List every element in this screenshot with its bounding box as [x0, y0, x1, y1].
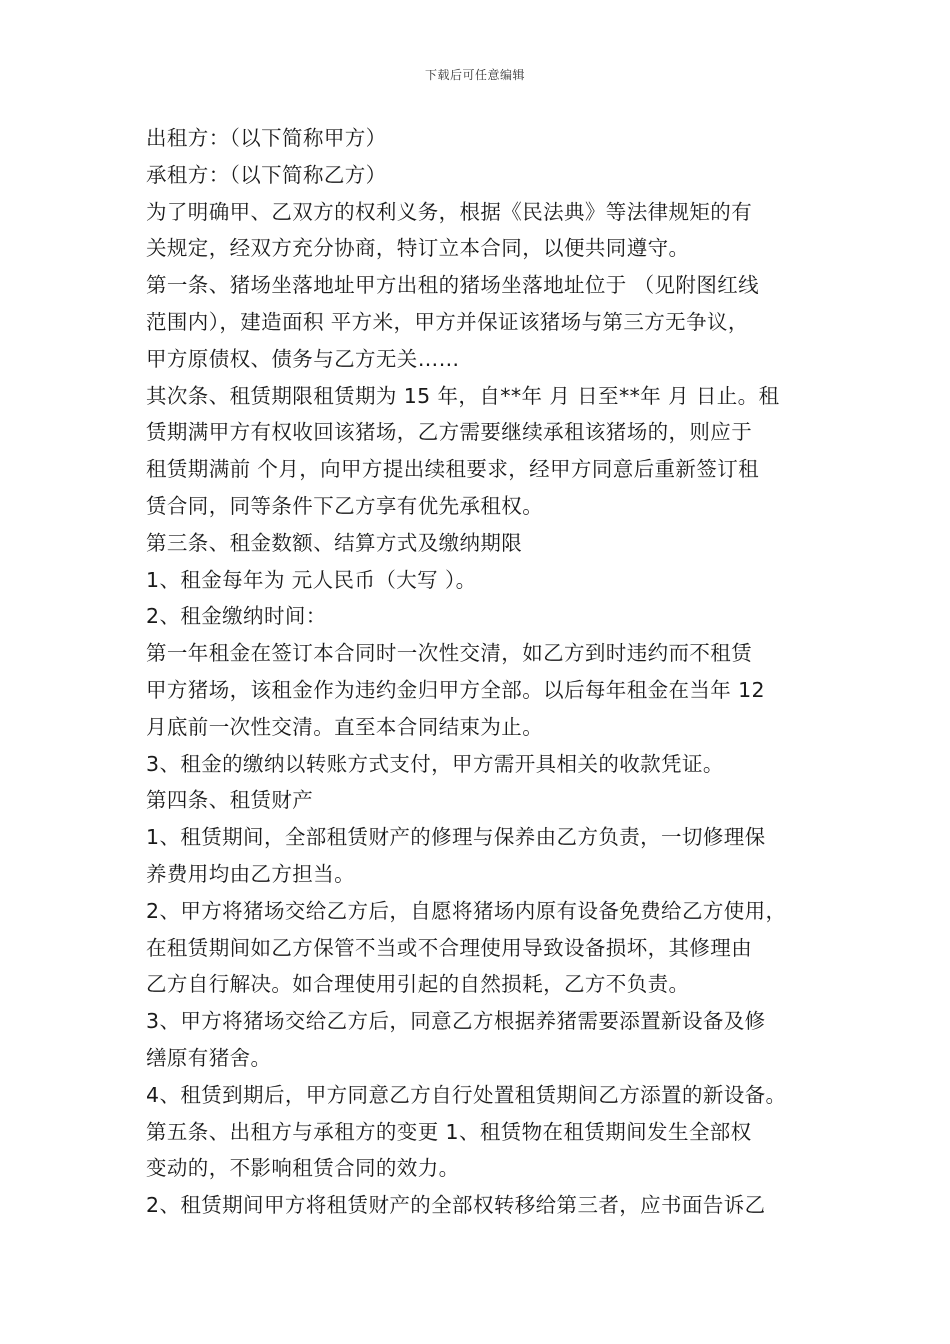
text-line: 关规定，经双方充分协商，特订立本合同，以便共同遵守。: [146, 236, 690, 261]
text-line: 为了明确甲、乙双方的权利义务，根据《民法典》等法律规矩的有: [146, 199, 753, 224]
text-line: 1、租赁期间，全部租赁财产的修理与保养由乙方负责，一切修理保: [146, 825, 766, 850]
text-line: 租赁期满前 个月，向甲方提出续租要求，经甲方同意后重新签订租: [146, 457, 760, 482]
text-line: 范围内），建造面积 平方米，甲方并保证该猪场与第三方无争议，: [146, 309, 749, 334]
text-line: 2、租赁期间甲方将租赁财产的全部权转移给第三者，应书面告诉乙: [146, 1193, 766, 1218]
text-line: 养费用均由乙方担当。: [146, 861, 355, 886]
text-line: 1、租金每年为 元人民币（大写 ）。: [146, 567, 477, 592]
text-line: 2、甲方将猪场交给乙方后，自愿将猪场内原有设备免费给乙方使用，: [146, 898, 787, 923]
text-line: 甲方原债权、债务与乙方无关……: [146, 346, 460, 371]
text-line: 在租赁期间如乙方保管不当或不合理使用导致设备损坏，其修理由: [146, 935, 753, 960]
text-line: 3、甲方将猪场交给乙方后，同意乙方根据养猪需要添置新设备及修: [146, 1009, 766, 1034]
text-line: 其次条、租赁期限租赁期为 15 年，自**年 月 日至**年 月 日止。租: [146, 383, 780, 408]
text-line: 3、租金的缴纳以转账方式支付，甲方需开具相关的收款凭证。: [146, 751, 724, 776]
text-line: 出租方：（以下简称甲方）: [146, 126, 387, 150]
text-line: 第五条、出租方与承租方的变更 1、租赁物在租赁期间发生全部权: [146, 1119, 752, 1144]
text-line: 乙方自行解决。如合理使用引起的自然损耗，乙方不负责。: [146, 972, 690, 997]
page-header: 下载后可任意编辑: [424, 68, 525, 82]
text-line: 缮原有猪舍。: [146, 1045, 272, 1070]
text-line: 承租方：（以下简称乙方）: [146, 162, 387, 187]
text-line: 第四条、租赁财产: [146, 788, 314, 813]
text-line: 赁期满甲方有权收回该猪场，乙方需要继续承租该猪场的，则应于: [146, 420, 753, 445]
document-body: [146, 120, 818, 1224]
text-line: 4、租赁到期后，甲方同意乙方自行处置租赁期间乙方添置的新设备。: [146, 1082, 787, 1107]
text-line: 第一条、猪场坐落地址甲方出租的猪场坐落地址位于 （见附图红线: [146, 273, 760, 298]
text-line: 变动的，不影响租赁合同的效力。: [146, 1156, 460, 1181]
text-line: 第一年租金在签订本合同时一次性交清，如乙方到时违约而不租赁: [146, 641, 753, 666]
text-line: 第三条、租金数额、结算方式及缴纳期限: [146, 530, 523, 555]
text-line: 2、租金缴纳时间：: [146, 604, 327, 629]
text-line: 甲方猪场，该租金作为违约金归甲方全部。以后每年租金在当年 12: [146, 677, 765, 702]
text-line: 月底前一次性交清。直至本合同结束为止。: [146, 714, 544, 739]
text-line: 赁合同，同等条件下乙方享有优先承租权。: [146, 493, 544, 518]
